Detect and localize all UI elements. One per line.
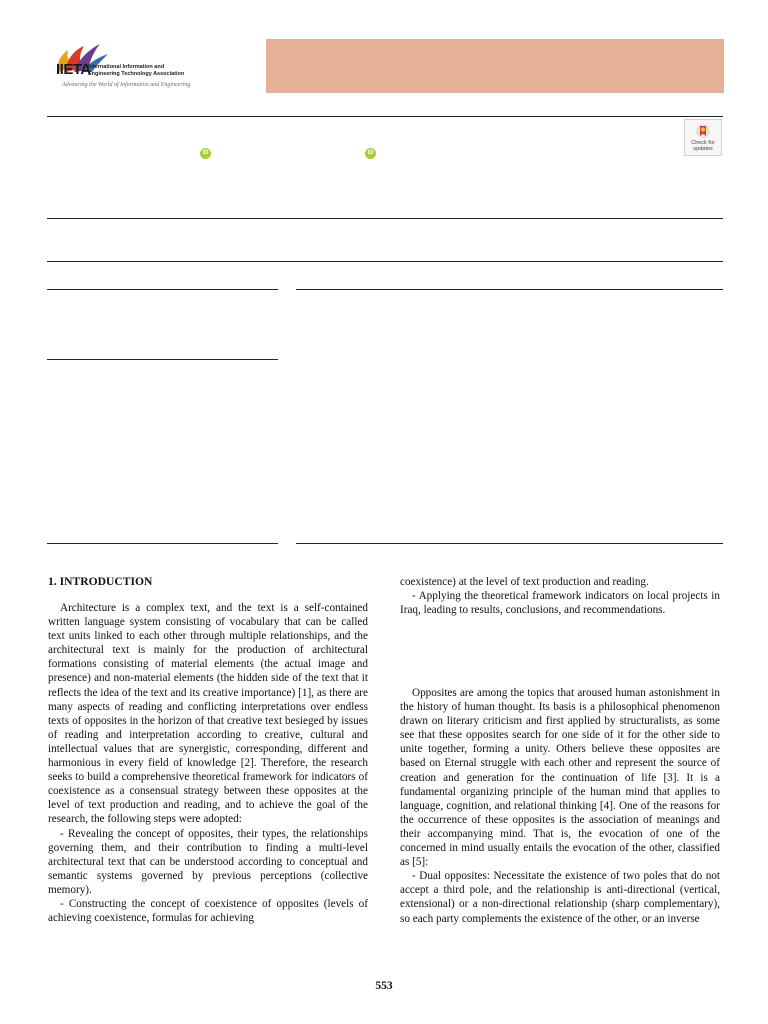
keywords-rule [47,359,278,360]
paragraph: Opposites are among the topics that aroused human astonishment in the history of human thought. Its basis is a philosophical phenomenon drawn on literary criticism and first applied by structuralists, as some see that these opposites search for one side of it for the other side to unite together, forming a unity. Others believe these opposites are based on Eternal struggle with each other and represent the source of creation and generation for the continuation of life [3]. It is a fundamental organizing principle of the human mind that applies to language, cognition, and relational thinking [4]. One of the reasons for the occurrence of these opposites is the association of meanings and their accompanying mind. That is, the evocation of one of the concerned in mind usually entails the evocation of the other, classified as [5]: [400,687,720,869]
paragraph: coexistence) at the level of text production and reading. [400,576,649,588]
paragraph: - Constructing the concept of coexistence of opposites (levels of achieving coexistence, formulas for achieving [48,897,368,925]
paragraph: - Applying the theoretical framework indicators on local projects in Iraq, leading to results, conclusions, and recommendations. [400,590,720,617]
right-column-bottom [400,686,720,926]
check-for-updates-badge[interactable] [684,119,722,156]
bookmark-icon [695,123,711,139]
orcid-icon[interactable]: iD [365,148,376,159]
journal-banner [266,39,724,93]
left-column [48,575,368,925]
logo-wordmark: IIETA [56,61,91,78]
paragraph: - Revealing the concept of opposites, their types, the relationships governing them, and their contribution to finding a multi-level architectural text that can be understood according to conceptual and semantic systems governed by previous perceptions (collective memory). [48,827,368,896]
abstract-box-top-rule [296,289,723,290]
orcid-icon[interactable]: iD [200,148,211,159]
article-info-bottom-rule [47,543,278,544]
logo-tagline: Advancing the World of Information and Engineering [62,82,191,88]
abstract-top-rule [47,218,723,219]
article-info-top-rule [47,289,278,290]
right-column-top [400,575,720,617]
iieta-logo [50,38,240,94]
abstract-box-bottom-rule [296,543,723,544]
abstract-bottom-rule [47,261,723,262]
paragraph: - Dual opposites: Necessitate the existence of two poles that do not accept a third pole, and the relationship is anti-directional (vertical, extensional) or a non-directional relationship (sharp complementary), so each party complements the existence of the other, or an inverse [400,870,720,925]
org-name: International Information and Engineering Technology Association [88,64,185,77]
paragraph: Architecture is a complex text, and the text is a self-contained written language system consisting of vocabulary that can be called text units linked to each other through multiple relationships, and the architectural text is mainly for the production of architectural formations consisting of material elements (the actual image and presence) and non-material elements (the hidden side of the text that it reflects the idea of the text and its creative importance) [1], as there are many aspects of reading and conflicting interpretations over endless texts of opposites in the horizon of that creative text besieged by issues of reading and interpretation according to creative, cultural and intellectual values that are synergistic, corresponding, different and harmonious in every field of knowledge [2]. Therefore, the research seeks to build a comprehensive theoretical framework for indicators of coexistence as a consensual strategy between these opposites at the level of text production and reading, and to achieve the goal of the research, the following steps were adopted: [48,602,368,826]
check-for-updates-label: Check for updates [691,140,715,152]
section-heading-introduction: 1. INTRODUCTION [48,575,153,588]
page-number: 553 [375,980,393,992]
header-rule [47,116,723,117]
